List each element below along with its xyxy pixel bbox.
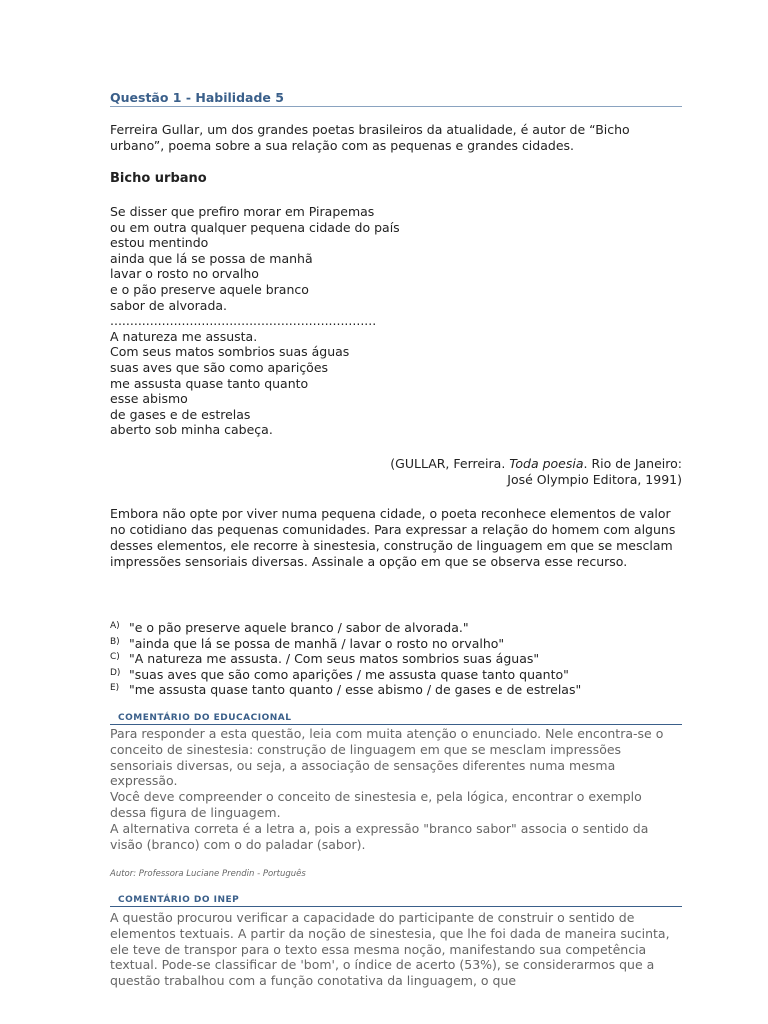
poem-line: ainda que lá se possa de manhã (110, 250, 313, 266)
comment-author: Autor: Professora Luciane Prendin - Português (110, 869, 306, 879)
poem-line: ou em outra qualquer pequena cidade do país (110, 219, 400, 235)
comment-paragraph: Para responder a esta questão, leia com muita atenção o enunciado. Nele encontra-se o conceito de sinestesia: construção de linguagem em que se mesclam impressões sensoriais diversas, ou seja, a associação de sensações diferentes numa mesma expressão. (110, 726, 664, 789)
poem-line: Com seus matos sombrios suas águas (110, 344, 350, 360)
option-text: "A natureza me assusta. / Com seus matos sombrios suas águas" (129, 651, 540, 667)
citation-book-title: Toda poesia (509, 456, 584, 471)
poem-line: suas aves que são como aparições (110, 359, 329, 375)
option-d[interactable] (110, 667, 682, 683)
poem-line: estou mentindo (110, 235, 209, 251)
option-letter: E) (110, 683, 120, 694)
option-b[interactable] (110, 636, 682, 652)
poem-line: me assusta quase tanto quanto (110, 375, 309, 391)
poem-body (110, 204, 400, 438)
poem-line: sabor de alvorada. (110, 297, 228, 313)
option-text: "me assusta quase tanto quanto / esse abismo / de gases e de estrelas" (129, 682, 582, 698)
poem-line: esse abismo (110, 391, 188, 407)
question-title: Questão 1 - Habilidade 5 (110, 90, 682, 107)
option-c[interactable] (110, 651, 682, 667)
poem-line: A natureza me assusta. (110, 328, 258, 344)
comment-educacional-body (110, 726, 682, 852)
poem-line: aberto sob minha cabeça. (110, 422, 273, 438)
poem-line: de gases e de estrelas (110, 406, 251, 422)
citation-publisher: José Olympio Editora, 1991) (507, 472, 682, 487)
option-letter: C) (110, 652, 120, 663)
answer-options (110, 620, 682, 698)
poem-ellipsis-line: ................................................................... (110, 313, 377, 329)
option-letter: B) (110, 636, 120, 647)
option-letter: A) (110, 621, 120, 631)
comment-paragraph: Você deve compreender o conceito de sinestesia e, pela lógica, encontrar o exemplo dessa figura de linguagem. (110, 789, 642, 820)
poem-line: lavar o rosto no orvalho (110, 266, 259, 282)
option-a[interactable] (110, 620, 682, 636)
option-text: "ainda que lá se possa de manhã / lavar o rosto no orvalho" (129, 635, 505, 651)
citation (390, 456, 682, 488)
option-letter: D) (110, 667, 121, 678)
citation-suffix: . Rio de Janeiro: (583, 456, 682, 471)
option-e[interactable] (110, 682, 682, 698)
option-text: "e o pão preserve aquele branco / sabor de alvorada." (129, 620, 469, 635)
question-stem: Embora não opte por viver numa pequena cidade, o poeta reconhece elementos de valor no cotidiano das pequenas comunidades. Para expressar a relação do homem com alguns desses elementos, ele recorre à sinestesia, construção de linguagem em que se mesclam impressões sensoriais diversas. Assinale a opção em que se observa esse recurso. (110, 506, 676, 569)
poem-line: e o pão preserve aquele branco (110, 281, 309, 297)
poem-title: Bicho urbano (110, 171, 207, 186)
comment-inep-body: A questão procurou verificar a capacidade do participante de construir o sentido de elementos textuais. A partir da noção de sinestesia, que lhe foi dada de maneira sucinta, ele teve de transpor para o texto essa mesma noção, manifestando sua competência textual. Pode-se classificar de 'bom', o índice de acerto (53%), se considerarmos que a questão trabalhou com a função conotativa da linguagem, o que (110, 910, 670, 989)
poem-line: Se disser que prefiro morar em Pirapemas (110, 204, 375, 219)
option-text: "suas aves que são como aparições / me assusta quase tanto quanto" (129, 666, 569, 682)
comment-inep-heading: COMENTÁRIO DO INEP (110, 894, 682, 907)
citation-prefix: (GULLAR, Ferreira. (390, 456, 510, 471)
comment-educacional-heading: COMENTÁRIO DO EDUCACIONAL (110, 712, 682, 725)
intro-paragraph: Ferreira Gullar, um dos grandes poetas brasileiros da atualidade, é autor de “Bicho urbano”, poema sobre a sua relação com as pequenas e grandes cidades. (110, 122, 630, 153)
comment-paragraph: A alternativa correta é a letra a, pois a expressão "branco sabor" associa o sentido da visão (branco) com o do paladar (sabor). (110, 820, 649, 852)
